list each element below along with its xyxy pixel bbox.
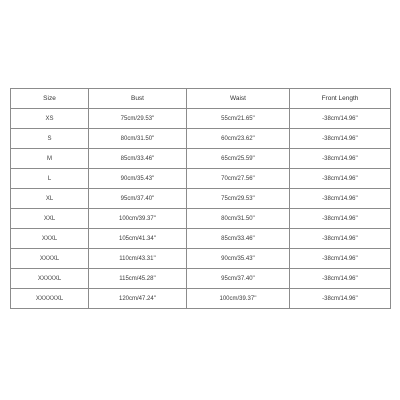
table-row (11, 249, 391, 269)
cell-waist: 60cm/23.62'' (187, 129, 290, 149)
cell-size: S (11, 129, 89, 149)
cell-bust: 85cm/33.46'' (89, 149, 187, 169)
header-front-length: Front Length (290, 89, 391, 109)
cell-bust: 75cm/29.53'' (89, 109, 187, 129)
cell-waist: 85cm/33.46'' (187, 229, 290, 249)
table-row (11, 229, 391, 249)
cell-bust: 115cm/45.28'' (89, 269, 187, 289)
cell-waist: 100cm/39.37'' (187, 289, 290, 309)
cell-bust: 95cm/37.40'' (89, 189, 187, 209)
header-size: Size (11, 89, 89, 109)
cell-size: XL (11, 189, 89, 209)
cell-waist: 65cm/25.59'' (187, 149, 290, 169)
cell-bust: 110cm/43.31'' (89, 249, 187, 269)
cell-bust: 105cm/41.34'' (89, 229, 187, 249)
cell-size: M (11, 149, 89, 169)
table-row (11, 269, 391, 289)
cell-front-length: -38cm/14.96'' (290, 149, 391, 169)
cell-bust: 100cm/39.37'' (89, 209, 187, 229)
cell-size: XXXL (11, 229, 89, 249)
table-row (11, 169, 391, 189)
cell-bust: 120cm/47.24'' (89, 289, 187, 309)
cell-bust: 90cm/35.43'' (89, 169, 187, 189)
table-row (11, 189, 391, 209)
cell-front-length: -38cm/14.96'' (290, 249, 391, 269)
cell-waist: 75cm/29.53'' (187, 189, 290, 209)
table-row (11, 129, 391, 149)
header-waist: Waist (187, 89, 290, 109)
cell-front-length: -38cm/14.96'' (290, 209, 391, 229)
cell-waist: 70cm/27.56'' (187, 169, 290, 189)
cell-size: L (11, 169, 89, 189)
cell-waist: 95cm/37.40'' (187, 269, 290, 289)
table-row (11, 109, 391, 129)
cell-size: XS (11, 109, 89, 129)
cell-front-length: -38cm/14.96'' (290, 169, 391, 189)
table-row (11, 209, 391, 229)
cell-front-length: -38cm/14.96'' (290, 129, 391, 149)
cell-bust: 80cm/31.50'' (89, 129, 187, 149)
cell-waist: 55cm/21.65'' (187, 109, 290, 129)
cell-front-length: -38cm/14.96'' (290, 289, 391, 309)
cell-waist: 80cm/31.50'' (187, 209, 290, 229)
cell-front-length: -38cm/14.96'' (290, 269, 391, 289)
cell-waist: 90cm/35.43'' (187, 249, 290, 269)
table-header (11, 89, 391, 109)
table-row (11, 149, 391, 169)
cell-front-length: -38cm/14.96'' (290, 229, 391, 249)
header-row (11, 89, 391, 109)
cell-size: XXL (11, 209, 89, 229)
cell-front-length: -38cm/14.96'' (290, 189, 391, 209)
cell-front-length: -38cm/14.96'' (290, 109, 391, 129)
table-row (11, 289, 391, 309)
size-chart-table (10, 88, 391, 309)
cell-size: XXXXXL (11, 269, 89, 289)
header-bust: Bust (89, 89, 187, 109)
cell-size: XXXXXXL (11, 289, 89, 309)
cell-size: XXXXL (11, 249, 89, 269)
table-body (11, 109, 391, 309)
